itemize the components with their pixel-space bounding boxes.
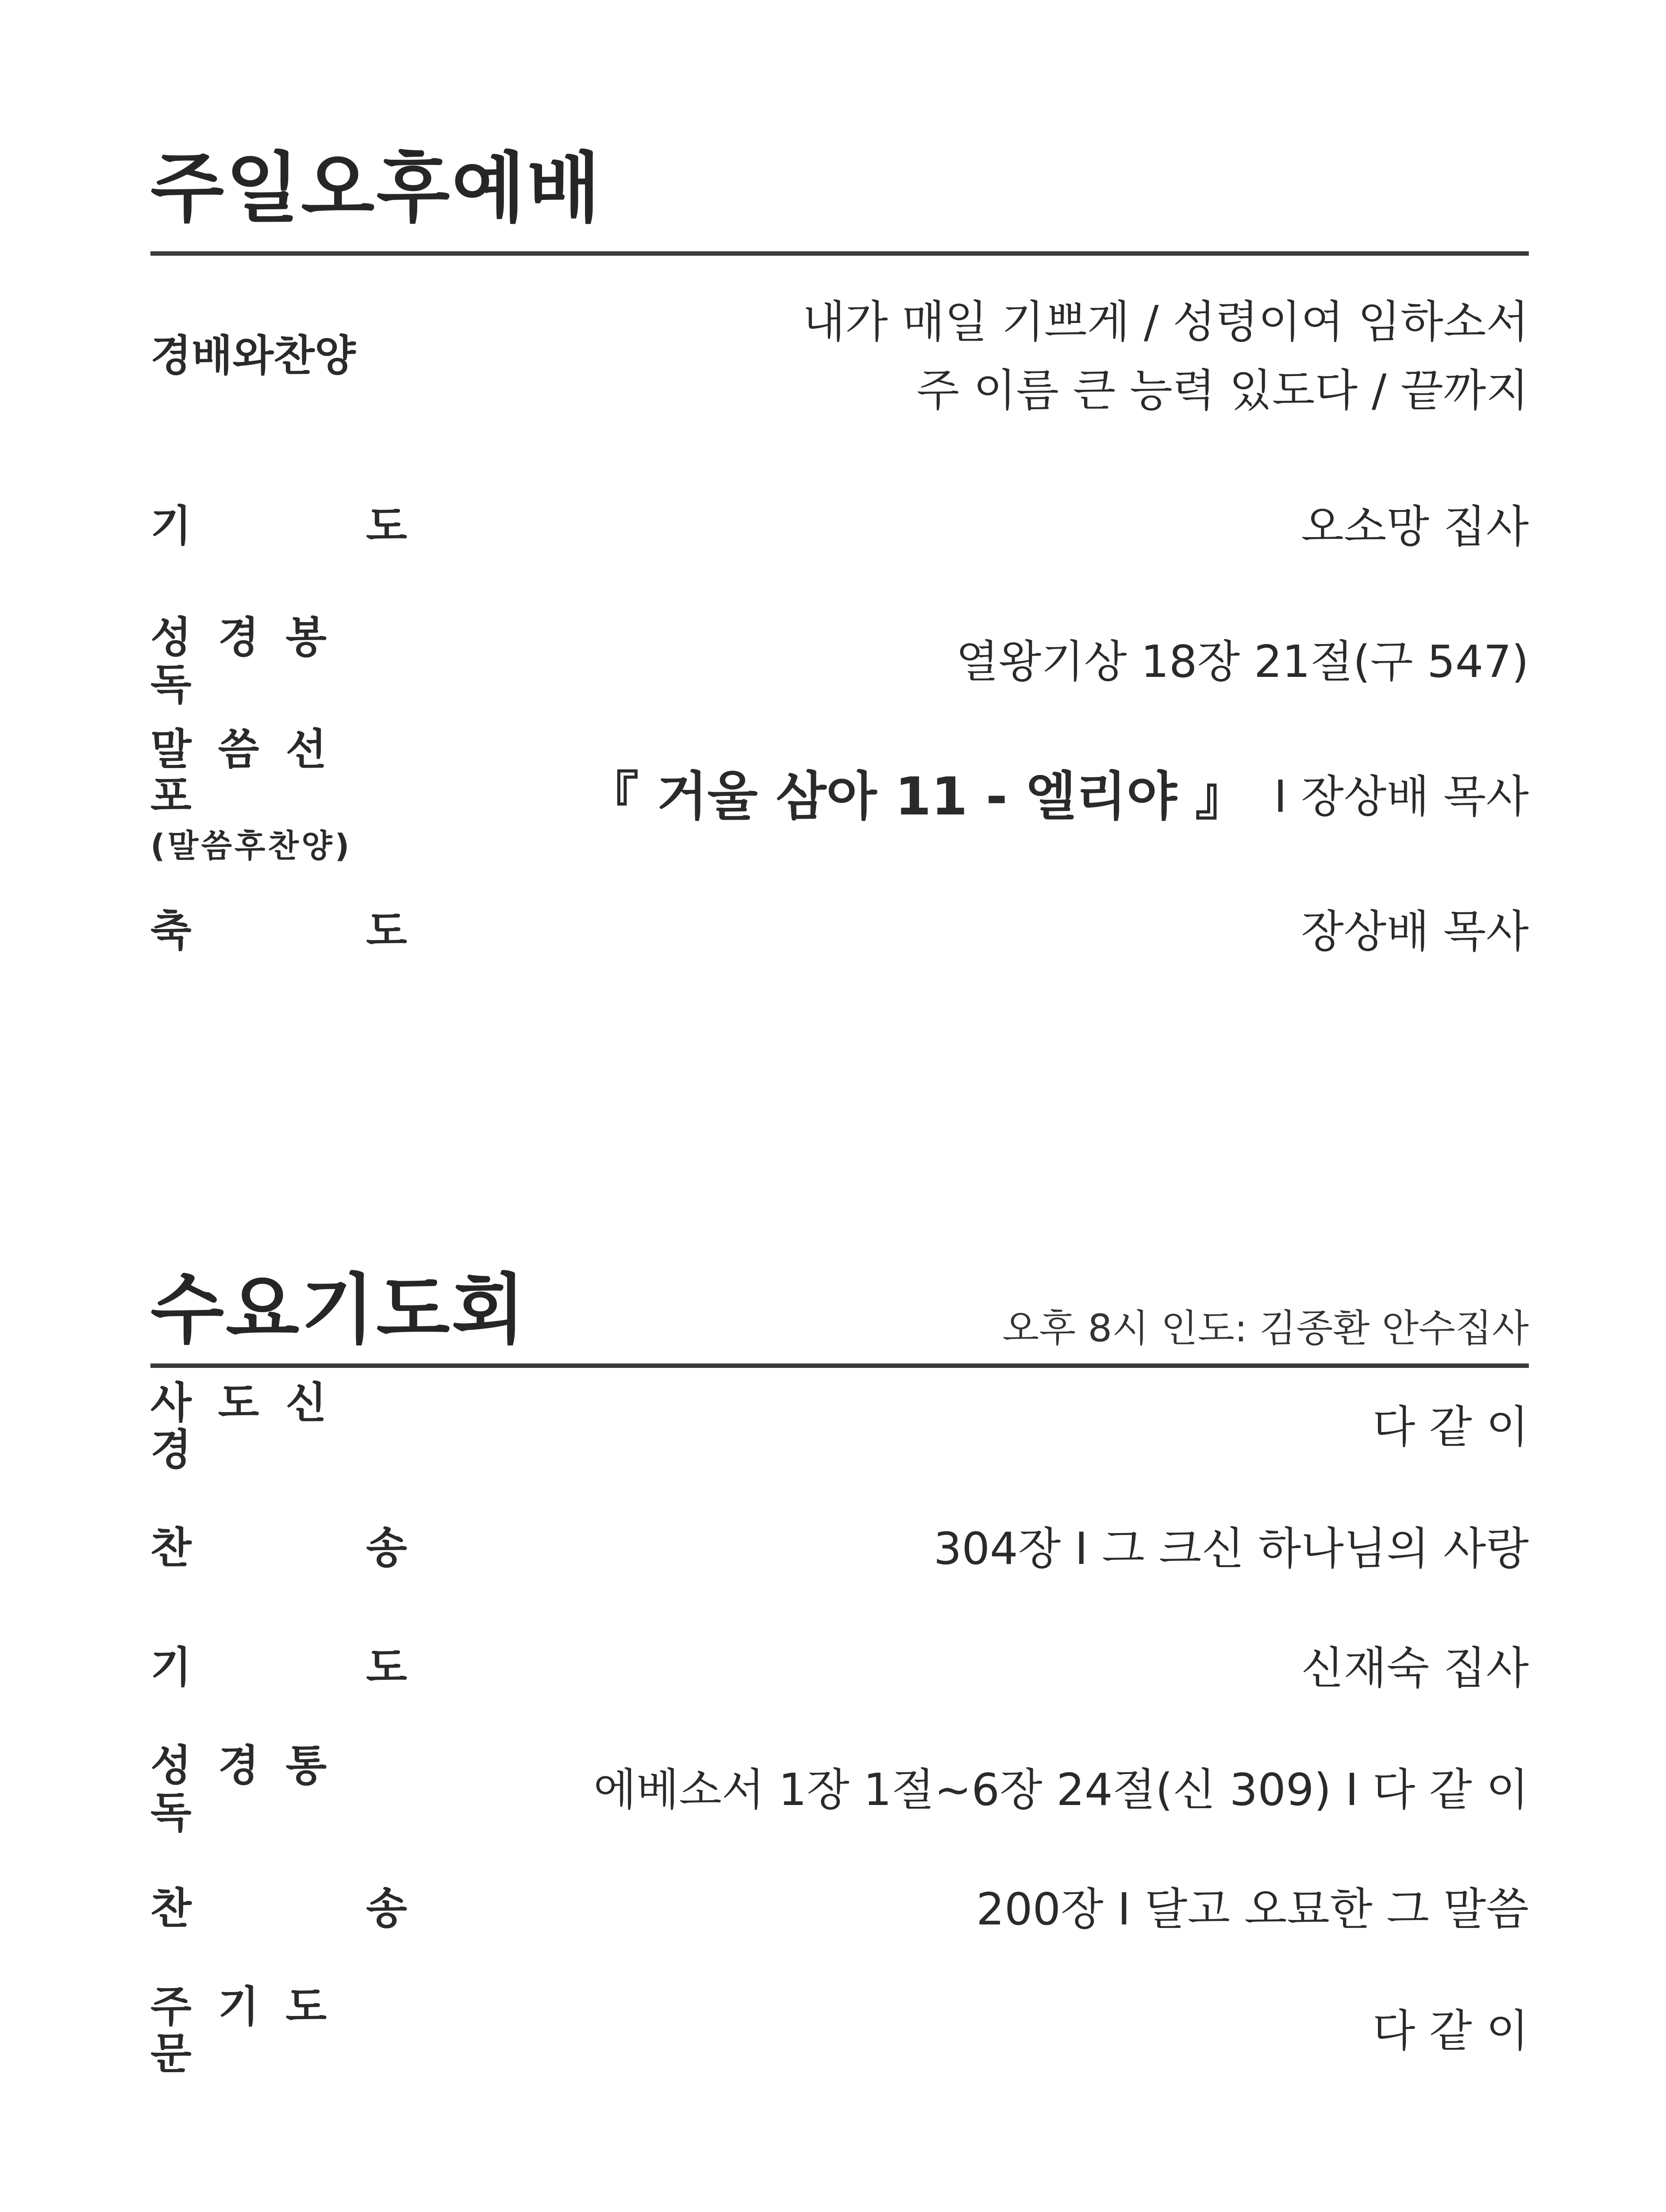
item-value <box>586 752 1529 841</box>
order-item-apostles-creed <box>150 1378 1529 1475</box>
item-label: 성경통독 <box>150 1741 354 1837</box>
order-item-bible-reading <box>150 1741 1529 1837</box>
item-label: 축 도 <box>150 906 407 956</box>
preacher: I 장상배 목사 <box>1274 770 1529 822</box>
order-item-lords-prayer <box>150 1982 1529 2078</box>
item-label: 사도신경 <box>150 1378 354 1475</box>
item-label: 찬 송 <box>150 1523 407 1573</box>
item-label: 말씀선포 <box>150 725 354 821</box>
item-value: 다 같 이 <box>1372 1401 1529 1453</box>
order-item-prayer <box>150 482 1529 571</box>
wednesday-service-meta: 오후 8시 인도: 김종환 안수집사 <box>1002 1306 1529 1351</box>
order-item-prayer <box>150 1624 1529 1712</box>
item-value: 신재숙 집사 <box>1301 1642 1529 1694</box>
item-value: 다 같 이 <box>1372 2005 1529 2057</box>
item-value: 내가 매일 기쁘게 / 성령이여 임하소서 주 이름 큰 능력 있도다 / 끝까지 <box>802 296 1529 416</box>
item-value: 장상배 목사 <box>1301 905 1529 957</box>
item-label: 기 도 <box>150 1643 407 1693</box>
item-sub-label: (말씀후찬양) <box>150 827 352 864</box>
sermon-title: 『 거울 삼아 11 - 엘리야 』 <box>586 765 1247 827</box>
order-item-scripture-reading <box>150 613 1529 709</box>
sunday-section-divider <box>150 251 1529 256</box>
item-value: 304장 I 그 크신 하나님의 사랑 <box>933 1522 1529 1575</box>
order-item-hymn-1 <box>150 1504 1529 1593</box>
item-label: 기 도 <box>150 501 407 551</box>
order-item-hymn-2 <box>150 1865 1529 1953</box>
item-value: 에베소서 1장 1절~6장 24절(신 309) I 다 같 이 <box>593 1763 1529 1816</box>
order-item-benediction <box>150 887 1529 975</box>
wednesday-service-title: 수요기도회 <box>150 1265 527 1354</box>
item-label: 주기도문 <box>150 1982 354 2078</box>
wednesday-section-divider <box>150 1363 1529 1368</box>
item-label: 찬 송 <box>150 1884 407 1934</box>
order-item-worship-praise <box>150 283 1529 429</box>
item-label: 성경봉독 <box>150 613 354 709</box>
item-label: 경배와찬양 <box>150 331 356 381</box>
item-value: 열왕기상 18장 21절(구 547) <box>956 635 1529 687</box>
item-value: 오소망 집사 <box>1301 500 1529 553</box>
item-value: 200장 I 달고 오묘한 그 말씀 <box>976 1883 1529 1935</box>
sunday-service-title: 주일오후예배 <box>150 144 602 233</box>
order-item-sermon <box>150 725 1529 864</box>
